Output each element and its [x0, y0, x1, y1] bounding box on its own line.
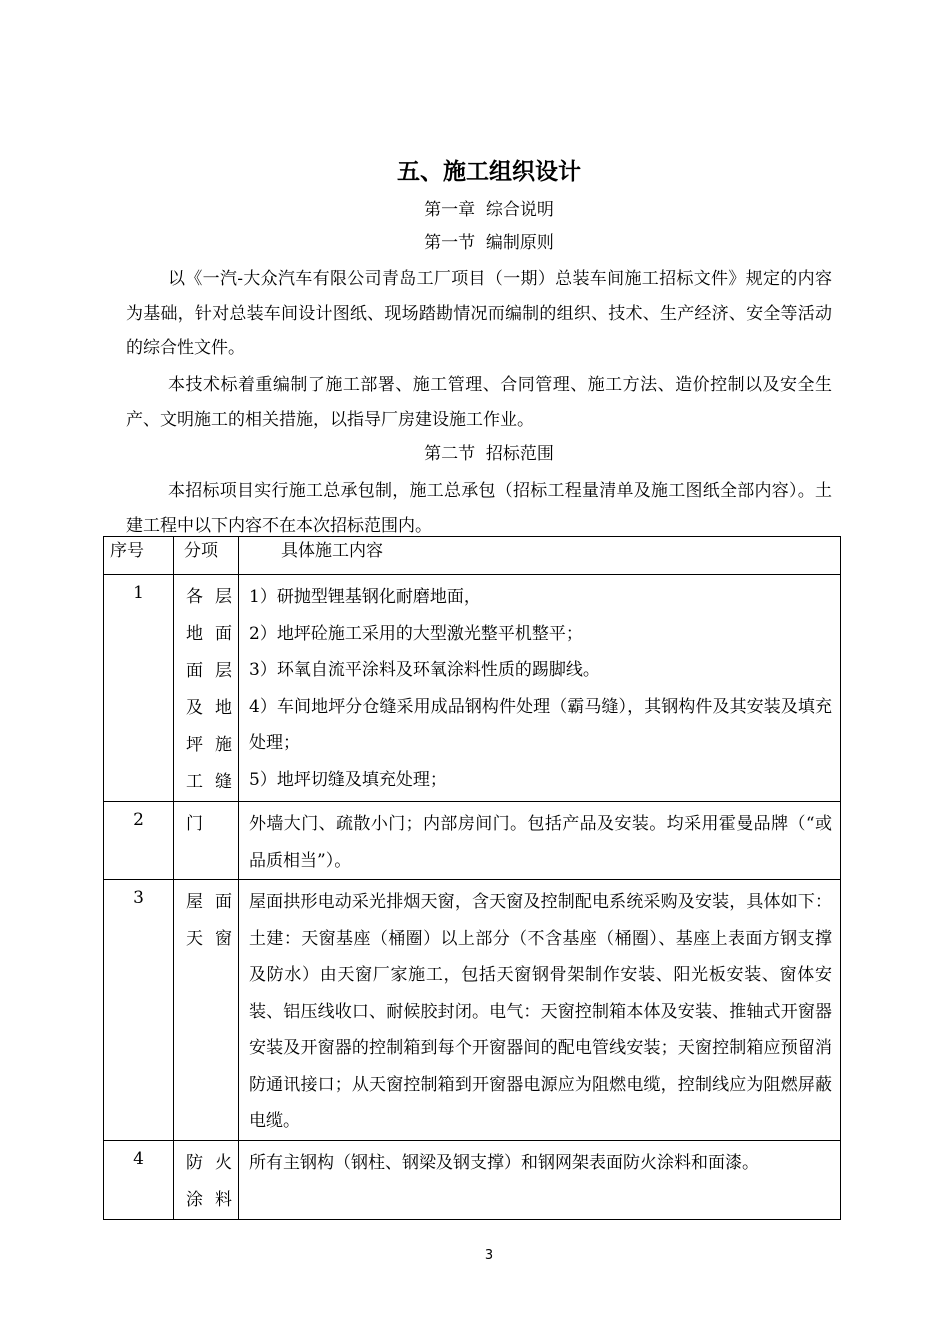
- row-category: 防火涂料: [174, 1140, 239, 1219]
- section-heading-1: 第一节 编制原则: [424, 233, 554, 253]
- scope-exclusion-table: [103, 536, 841, 1220]
- content-item: 外墙大门、疏散小门；内部房间门。包括产品及安装。均采用霍曼品牌（“或品质相当”）。: [249, 814, 832, 871]
- row-category: 各层地面面层及地坪施工缝: [174, 575, 239, 802]
- table-row: [104, 575, 841, 802]
- row-content: [239, 802, 841, 880]
- header-number: 序号: [104, 537, 174, 575]
- table-row: [104, 1140, 841, 1219]
- row-number: 3: [104, 880, 174, 1141]
- row-number: 4: [104, 1140, 174, 1219]
- row-category: 屋面天窗: [174, 880, 239, 1141]
- paragraph-technical-bid: 本技术标着重编制了施工部署、施工管理、合同管理、施工方法、造价控制以及安全生产、文明施工的相关措施，以指导厂房建设施工作业。: [126, 375, 832, 430]
- header-content: 具体施工内容: [239, 537, 841, 575]
- chapter-heading: 第一章 综合说明: [424, 200, 554, 220]
- paragraph-scope: 本招标项目实行施工总承包制，施工总承包（招标工程量清单及施工图纸全部内容）。土建工程中以下内容不在本次招标范围内。: [126, 481, 832, 536]
- row-number: 2: [104, 802, 174, 880]
- row-number: 1: [104, 575, 174, 802]
- content-item: 3）环氧自流平涂料及环氧涂料性质的踢脚线。: [249, 660, 600, 680]
- page-number: 3: [484, 1248, 494, 1263]
- row-category: 门: [174, 802, 239, 880]
- table-header-row: [104, 537, 841, 575]
- row-content: [239, 880, 841, 1141]
- content-item: 2）地坪砼施工采用的大型激光整平机整平；: [249, 623, 583, 644]
- content-item: 5）地坪切缝及填充处理；: [249, 769, 447, 790]
- header-category: 分项: [174, 537, 239, 575]
- content-item: 所有主钢构（钢柱、钢梁及钢支撑）和钢网架表面防火涂料和面漆。: [249, 1152, 759, 1173]
- paragraph-principles: 以《一汽-大众汽车有限公司青岛工厂项目（一期）总装车间施工招标文件》规定的内容为基础，针对总装车间设计图纸、现场踏勘情况而编制的组织、技术、生产经济、安全等活动的综合性文件。: [126, 269, 832, 358]
- document-title: 五、施工组织设计: [397, 159, 581, 185]
- content-item: 4）车间地坪分仓缝采用成品钢构件处理（霸马缝），其钢构件及其安装及填充处理；: [249, 696, 832, 753]
- table-row: [104, 880, 841, 1141]
- row-content: [239, 575, 841, 802]
- content-item: 1）研抛型锂基钢化耐磨地面，: [249, 587, 481, 607]
- table-row: [104, 802, 841, 880]
- section-heading-2: 第二节 招标范围: [424, 444, 554, 464]
- row-content: [239, 1140, 841, 1219]
- content-item: 屋面拱形电动采光排烟天窗，含天窗及控制配电系统采购及安装，具体如下：土建：天窗基座（桶圈）以上部分（不含基座（桶圈）、基座上表面方钢支撑及防水）由天窗厂家施工，包括天窗钢骨架制作安装、阳光板安装、窗体安装、铝压线收口、耐候胶封闭。电气：天窗控制箱本体及安装、推轴式开窗器安装及开窗器的控制箱到每个开窗器间的配电管线安装；天窗控制箱应预留消防通讯接口；从天窗控制箱到开窗器电源应为阻燃电缆，控制线应为阻燃屏蔽电缆。: [249, 892, 832, 1131]
